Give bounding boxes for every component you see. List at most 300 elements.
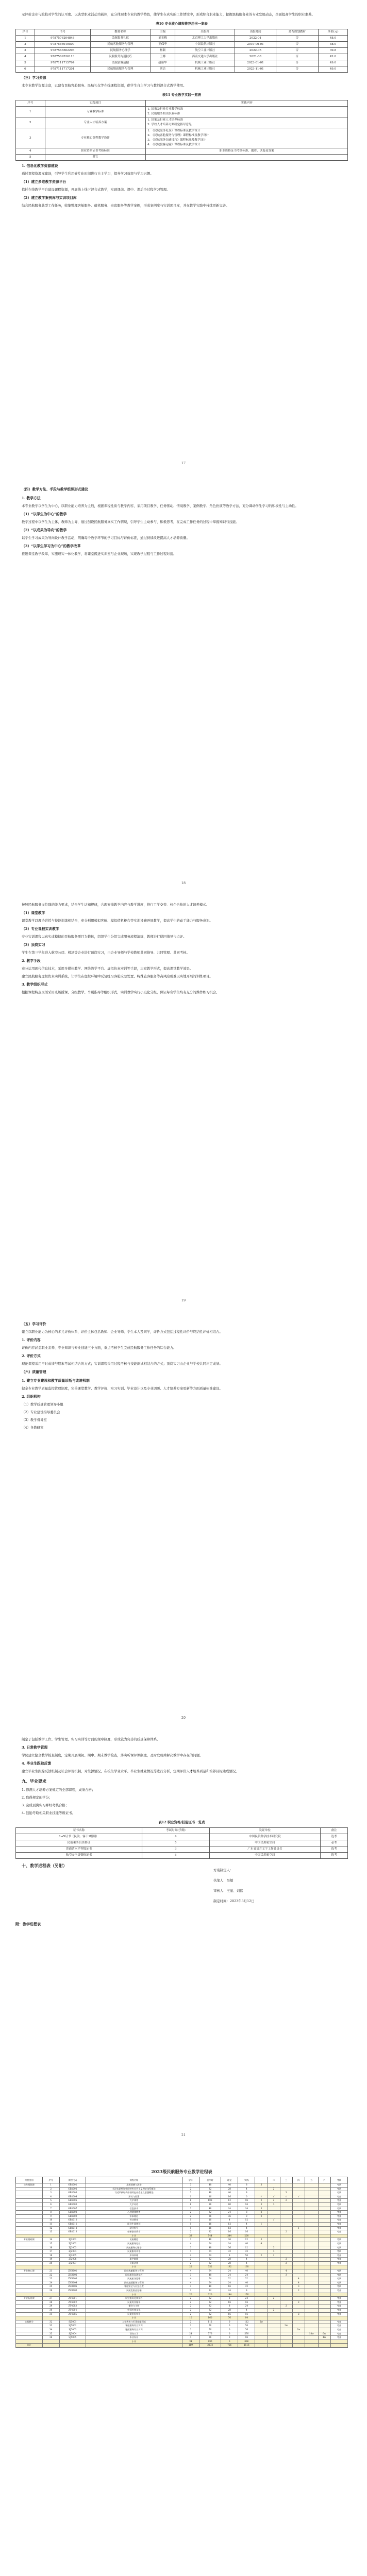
- table-cell: 16: [221, 2312, 238, 2316]
- table-cell: 352: [199, 2265, 221, 2269]
- table-cell: 0: [221, 2332, 238, 2336]
- table-cell: 2019-06-01: [235, 42, 276, 48]
- table-cell: [330, 2340, 347, 2344]
- table-cell: 公共基础课: [16, 2183, 43, 2188]
- table-cell: SJ5005: [59, 2336, 86, 2340]
- table-cell: ZH3004: [59, 2281, 86, 2285]
- sub-heading: 4. 毕业生跟踪反馈: [22, 1761, 52, 1766]
- table-cell: [280, 2183, 292, 2188]
- sub-heading: （1）“以学生为中心”的教学: [22, 512, 67, 516]
- table-cell: 15: [42, 2242, 59, 2246]
- table-cell: 58.0: [318, 42, 347, 48]
- table-cell: 军事理论: [86, 2214, 182, 2218]
- table-cell: 56: [238, 2328, 255, 2332]
- table-cell: [318, 2218, 330, 2223]
- table-cell: [255, 2187, 268, 2191]
- table-cell: 64: [199, 2250, 221, 2254]
- table-cell: 64: [199, 2253, 221, 2258]
- table-cell: 2023-01-01: [235, 60, 276, 66]
- signature-block: [213, 1865, 255, 1906]
- table-cell: 32: [199, 2261, 221, 2265]
- plan-title: 2023级民航服务专业教学进程表: [151, 2169, 212, 2174]
- table-cell: 8: [42, 2211, 59, 2215]
- table-cell: [330, 2316, 347, 2320]
- table-cell: 48: [199, 2285, 221, 2289]
- table-cell: [318, 2238, 330, 2242]
- paragraph: 根据课程特点灵活采用班级授课、分组教学、个别指导等组织形式，实训教学实行小班化分组，保证每名学生均有充分的操作练习机会。: [22, 990, 220, 994]
- table-row: [16, 2328, 348, 2332]
- table-cell: 19: [42, 2258, 59, 2262]
- table-cell: [16, 2253, 43, 2258]
- cert-table-caption: 表12 职业资格/技能证书一览表: [158, 1820, 205, 1824]
- table-cell: ZT4004: [59, 2309, 86, 2313]
- table-cell: 6: [42, 2202, 59, 2207]
- table-cell: GB1005: [59, 2199, 86, 2203]
- table-cell: 2: [280, 2304, 292, 2309]
- table-cell: [305, 2222, 318, 2226]
- table-cell: 10: [182, 2316, 199, 2320]
- table-cell: [292, 2253, 305, 2258]
- table-cell: 32: [221, 2277, 238, 2281]
- table-cell: [318, 2265, 330, 2269]
- table-cell: [305, 2195, 318, 2199]
- table-cell: 专业基础课: [16, 2238, 43, 2242]
- table-cell: 3: [42, 2191, 59, 2195]
- table-cell: 中国民航出版社: [175, 42, 235, 48]
- table-cell: [255, 2285, 268, 2289]
- table-cell: [268, 2238, 280, 2242]
- table-cell: ZH3002: [59, 2273, 86, 2277]
- table-cell: 26: [42, 2289, 59, 2293]
- table-header-cell: 发证单位: [209, 1828, 320, 1834]
- table-cell: 18w: [305, 2332, 318, 2336]
- table-cell: [280, 2265, 292, 2269]
- table-row: [16, 2324, 348, 2328]
- table-cell: [305, 2218, 318, 2223]
- table-cell: 56: [238, 2324, 255, 2328]
- table-cell: 考查: [330, 2222, 347, 2226]
- table-cell: 4: [238, 2187, 255, 2191]
- page-number: 21: [181, 2133, 186, 2137]
- table-cell: 5: [142, 1840, 210, 1846]
- table-cell: 192: [221, 2265, 238, 2269]
- table-cell: [305, 2253, 318, 2258]
- table-cell: 2: [255, 2199, 268, 2203]
- table-cell: [268, 2207, 280, 2211]
- table-cell: [280, 2309, 292, 2313]
- table-cell: 32: [199, 2297, 221, 2301]
- table-cell: 32: [238, 2250, 255, 2254]
- table-cell: [16, 2261, 43, 2265]
- table-cell: [268, 2234, 280, 2238]
- table-cell: ZH3006: [59, 2289, 86, 2293]
- table-header-cell: 证书名称: [16, 1828, 142, 1834]
- table-cell: 39.8: [318, 48, 347, 54]
- table-cell: [318, 2312, 330, 2316]
- table-cell: [16, 2222, 43, 2226]
- table-row: [16, 2183, 348, 2188]
- table-cell: 32: [238, 2285, 255, 2289]
- table-cell: 12: [221, 2226, 238, 2230]
- table-cell: 考查: [330, 2226, 347, 2230]
- table-cell: 2: [255, 2211, 268, 2215]
- table-cell: 16: [221, 2285, 238, 2289]
- table-cell: 2: [182, 2258, 199, 2262]
- table-cell: [280, 2281, 292, 2285]
- table-cell: 40: [238, 2269, 255, 2274]
- table-cell: 20: [42, 2261, 59, 2265]
- table-cell: 刘洁: [150, 66, 175, 73]
- table-row: [16, 2277, 348, 2281]
- table-row: [16, 1853, 348, 1859]
- section-heading: 2. 教学手段: [22, 959, 41, 963]
- table-row: [16, 2246, 348, 2250]
- table-cell: [255, 2246, 268, 2250]
- table-cell: ZT4003: [59, 2304, 86, 2309]
- table-cell: 48.0: [318, 36, 347, 42]
- table-cell: [292, 2202, 305, 2207]
- table-cell: 2: [255, 2253, 268, 2258]
- table-cell: [305, 2258, 318, 2262]
- table-cell: [305, 2320, 318, 2324]
- table-cell: [318, 2304, 330, 2309]
- table-cell: [292, 2218, 305, 2223]
- table-cell: [255, 2344, 268, 2348]
- table-cell: [268, 2304, 280, 2309]
- table-cell: [59, 2234, 86, 2238]
- table-cell: [318, 2281, 330, 2285]
- table-cell: [268, 2191, 280, 2195]
- table-cell: [280, 2214, 292, 2218]
- cert-table: [15, 1827, 348, 1859]
- table-cell: [16, 2332, 43, 2336]
- table-row: [16, 2336, 348, 2340]
- table-cell: 考查: [330, 2332, 347, 2336]
- paragraph: 制定了包括教学工作、学生管理、实习实训等方面的规章制度，形成较为完善的质量保障体系。: [22, 1737, 160, 1741]
- table-cell: 24: [238, 2273, 255, 2277]
- table-cell: [16, 2202, 43, 2207]
- table-cell: 9787576204848: [35, 36, 90, 42]
- table-cell: 1: [16, 107, 45, 117]
- table-cell: 2: [182, 2300, 199, 2304]
- table-cell: [280, 2328, 292, 2332]
- table-cell: [280, 2250, 292, 2254]
- table-cell: 896: [238, 2340, 255, 2344]
- table-cell: ZT4001: [59, 2297, 86, 2301]
- table-cell: [16, 2191, 43, 2195]
- table-cell: [16, 2312, 43, 2316]
- table-cell: 2: [268, 2199, 280, 2203]
- table-cell: 12: [221, 2199, 238, 2203]
- table-cell: 2022-05: [235, 48, 276, 54]
- table-cell: 2w: [255, 2320, 268, 2324]
- table-cell: 12: [238, 2246, 255, 2250]
- table-header-cell: 课程类别: [16, 2177, 43, 2183]
- table-cell: 3: [142, 1846, 210, 1853]
- table-cell: 客舱安全与应急处置: [86, 2285, 182, 2289]
- table-cell: [268, 2281, 280, 2285]
- table-cell: [255, 2324, 268, 2328]
- table-cell: 4: [182, 2242, 199, 2246]
- table-row: [16, 2309, 348, 2313]
- table-cell: [305, 2340, 318, 2344]
- table-cell: 就业指导: [86, 2226, 182, 2230]
- table-cell: [318, 2309, 330, 2313]
- paragraph: 建立毕业生跟踪反馈机制及社会评价机制，对生源情况、在校生学业水平、毕业生就业情况等进行分析，定期评价人才培养质量和培养目标达成情况。: [22, 1769, 239, 1773]
- table-cell: 36: [221, 2214, 238, 2218]
- table-cell: [255, 2336, 268, 2340]
- textbook-table-caption: 表10 专业核心课程推荐用书一览表: [156, 22, 208, 26]
- table-cell: 64: [199, 2242, 221, 2246]
- table-cell: 5: [16, 155, 45, 161]
- table-cell: [255, 2293, 268, 2297]
- table-cell: 2: [255, 2214, 268, 2218]
- sub-heading: 1. 评价内容: [22, 1338, 41, 1342]
- table-row: [16, 2250, 348, 2254]
- table-cell: 756: [221, 2344, 238, 2348]
- table-cell: 小计: [86, 2293, 182, 2297]
- table-cell: 考查: [330, 2218, 347, 2223]
- table-cell: 0: [221, 2336, 238, 2340]
- table-cell: 76: [221, 2316, 238, 2320]
- table-cell: 576: [199, 2332, 221, 2336]
- table-cell: [305, 2297, 318, 2301]
- table-cell: [16, 2218, 43, 2223]
- table-cell: 24: [221, 2281, 238, 2285]
- page-number: 17: [181, 461, 186, 465]
- table-cell: 考试: [330, 2285, 347, 2289]
- table-cell: [268, 2269, 280, 2274]
- table-cell: 民航服务英语: [86, 2250, 182, 2254]
- table-cell: 24: [42, 2281, 59, 2285]
- table-cell: 8: [221, 2297, 238, 2301]
- table-cell: [255, 2281, 268, 2285]
- table-cell: [280, 2293, 292, 2297]
- table-cell: [318, 2285, 330, 2289]
- table-cell: 5: [142, 1853, 210, 1859]
- section-heading: （五）学习评价: [22, 1322, 46, 1326]
- table-cell: 16: [221, 2300, 238, 2304]
- table-cell: [292, 2336, 305, 2340]
- table-cell: 机械工业出版社: [175, 66, 235, 73]
- table-cell: 4: [182, 2269, 199, 2274]
- table-cell: [280, 2289, 292, 2293]
- table-cell: 2: [182, 2230, 199, 2234]
- table-cell: 合计: [16, 2344, 43, 2348]
- table-cell: [255, 2258, 268, 2262]
- table-cell: [318, 2214, 330, 2218]
- table-cell: 民航概论: [86, 2238, 182, 2242]
- table-cell: [42, 2293, 59, 2297]
- table-cell: 3: [182, 2273, 199, 2277]
- table-cell: 客舱服务综合实训: [86, 2324, 182, 2328]
- table-cell: 2: [182, 2312, 199, 2316]
- paragraph: 以学生学习成果为导向设计教学活动，明确每个教学环节的学习目标与评价标准，通过持续改进提高人才培养质量。: [22, 536, 190, 540]
- table-cell: [255, 2309, 268, 2313]
- table-cell: [318, 2258, 330, 2262]
- table-cell: [268, 2289, 280, 2293]
- table-cell: ZH3005: [59, 2285, 86, 2289]
- signature-line: 执笔人：吴敏: [213, 1878, 233, 1883]
- table-cell: 10: [42, 2218, 59, 2223]
- table-cell: [292, 2242, 305, 2246]
- table-cell: 28: [221, 2261, 238, 2265]
- attachment-heading: 附：教学进程表: [15, 1922, 41, 1926]
- signature-line: 审核人：王丽、刘伟: [213, 1889, 243, 1893]
- page-number: 18: [181, 881, 186, 885]
- table-cell: SJ5003: [59, 2328, 86, 2332]
- table-cell: [318, 2344, 330, 2348]
- table-cell: 40: [238, 2281, 255, 2285]
- table-cell: [292, 2199, 305, 2203]
- table-cell: [318, 2340, 330, 2344]
- table-cell: [255, 2304, 268, 2309]
- table-cell: [305, 2336, 318, 2340]
- table-cell: 16: [221, 2230, 238, 2234]
- table-cell: GB1013: [59, 2230, 86, 2234]
- table-cell: [16, 2309, 43, 2313]
- table-cell: 职业生涯规划: [86, 2222, 182, 2226]
- table-row: [16, 2202, 348, 2207]
- table-cell: 112: [238, 2320, 255, 2324]
- table-cell: 1: [182, 2226, 199, 2230]
- table-cell: 40: [221, 2191, 238, 2195]
- table-cell: 中国民用航空局: [209, 1840, 320, 1846]
- table-cell: [280, 2246, 292, 2250]
- table-cell: [16, 2250, 43, 2254]
- table-cell: 2: [280, 2230, 292, 2234]
- table-row: [16, 54, 348, 60]
- table-cell: [16, 2304, 43, 2309]
- table-cell: [305, 2312, 318, 2316]
- list-item: 1. 修满人才培养方案规定的全部课程，成绩合格；: [22, 1788, 95, 1792]
- table-cell: 48: [199, 2183, 221, 2188]
- table-cell: 24: [221, 2242, 238, 2246]
- table-cell: 考查: [330, 2258, 347, 2262]
- table-cell: [292, 2297, 305, 2301]
- table-row: [16, 2320, 348, 2324]
- table-cell: [305, 2285, 318, 2289]
- table-cell: [280, 2222, 292, 2226]
- table-cell: [292, 2269, 305, 2274]
- table-cell: 6: [182, 2202, 199, 2207]
- table-cell: [16, 2293, 43, 2297]
- table-cell: [255, 2328, 268, 2332]
- table-cell: 48: [199, 2191, 221, 2195]
- table-cell: 28: [221, 2258, 238, 2262]
- table-row: [16, 2199, 348, 2203]
- table-cell: [255, 2269, 268, 2274]
- table-cell: 22: [182, 2265, 199, 2269]
- paragraph: 学院建立健全教学检查制度，定期开展期初、期中、期末教学检查，落实听课评课制度，及时发现并解决教学中存在的问题。: [22, 1753, 203, 1757]
- table-cell: 17: [42, 2250, 59, 2254]
- table-cell: 考试: [330, 2207, 347, 2211]
- table-cell: [280, 2340, 292, 2344]
- table-cell: 航空安全员资格证书: [16, 1853, 142, 1859]
- table-cell: 56: [199, 2328, 221, 2332]
- table-cell: 职业资格证书考核标准、题库、试卷及答案: [146, 148, 348, 155]
- table-cell: 4: [238, 2258, 255, 2262]
- paragraph: 评价内容涵盖职业素养、专业知识与专业技能三个方面，重点考核学生完成民航服务工作任务的综合能力。: [22, 1346, 177, 1350]
- table-cell: 中国民航科学技术研究院: [209, 1834, 320, 1840]
- table-cell: 4: [238, 2222, 255, 2226]
- list-item: （2）专业建设指导委员会: [22, 1410, 60, 1414]
- table-header-cell: 课程代码: [59, 2177, 86, 2183]
- table-row: [16, 2226, 348, 2230]
- table-cell: 创新创业教育: [86, 2230, 182, 2234]
- table-header-cell: 六: [318, 2177, 330, 2183]
- table-cell: 36: [42, 2336, 59, 2340]
- table-cell: 考查: [330, 2214, 347, 2218]
- table-cell: 广东省语言文字工作委员会: [209, 1846, 320, 1853]
- table-cell: [280, 2285, 292, 2289]
- table-cell: 2: [268, 2187, 280, 2191]
- table-cell: 民航安检实务: [86, 2312, 182, 2316]
- table-cell: 考查: [330, 2199, 347, 2203]
- table-cell: 32: [199, 2187, 221, 2191]
- table-cell: [318, 2277, 330, 2281]
- table-cell: 24: [221, 2207, 238, 2211]
- table-row: [16, 2222, 348, 2226]
- table-header-cell: 实践内容: [146, 100, 348, 107]
- table-cell: 考试: [330, 2187, 347, 2191]
- table-cell: 96: [238, 2336, 255, 2340]
- table-cell: 选考: [321, 1853, 348, 1859]
- table-cell: 民航服务心理学: [86, 2246, 182, 2250]
- table-cell: [318, 2242, 330, 2246]
- method-paragraph-2: 结合民航服务典型工作任务，收集整理客舱服务、值机服务、贵宾服务等教学案例，形成案例库与实训项目库，并在教学实践中持续更新完善。: [22, 204, 229, 208]
- table-cell: [268, 2226, 280, 2230]
- table-cell: [255, 2191, 268, 2195]
- table-header-cell: 单价(元): [318, 29, 347, 36]
- table-cell: 13: [42, 2230, 59, 2234]
- table-cell: 考查: [330, 2195, 347, 2199]
- table-cell: 9787569526113: [35, 54, 90, 60]
- table-row: [16, 2293, 348, 2297]
- table-cell: 考查: [330, 2211, 347, 2215]
- table-cell: [292, 2191, 305, 2195]
- table-cell: 0: [221, 2324, 238, 2328]
- table-cell: [318, 2187, 330, 2191]
- resource-paragraph: 本专业教学资源丰富，已建有民航客舱服务、民航礼仪等在线课程资源，供学生自主学习与教师混合式教学使用。: [22, 83, 187, 88]
- table-cell: [318, 2300, 330, 2304]
- table-cell: 大学英语: [86, 2202, 182, 2207]
- table-cell: [16, 2300, 43, 2304]
- table-cell: [318, 2183, 330, 2188]
- table-row: [16, 2289, 348, 2293]
- table-cell: 3: [16, 48, 35, 54]
- table-cell: 32: [199, 2309, 221, 2313]
- method-paragraph: 依托在线教学平台建设课程资源，开展线上线下混合式教学，实现课前、课中、课后全过程学习管理。: [22, 188, 170, 192]
- table-cell: 地面服务综合实训: [86, 2328, 182, 2332]
- table-cell: [305, 2242, 318, 2246]
- table-cell: 思想道德与法治: [86, 2183, 182, 2188]
- table-cell: [305, 2230, 318, 2234]
- table-cell: [255, 2316, 268, 2320]
- table-cell: [318, 2316, 330, 2320]
- table-cell: 入学教育与军事技能训练: [86, 2320, 182, 2324]
- table-cell: 112: [199, 2320, 221, 2324]
- table-cell: 49.0: [318, 66, 347, 73]
- table-cell: 176: [238, 2293, 255, 2297]
- table-cell: [268, 2265, 280, 2269]
- teach-mode-paragraph: 通过课程资源库建设，引导学生利用碎片化时间进行自主学习，提升学习效率与学习兴趣。: [22, 172, 154, 176]
- table-cell: 24: [221, 2211, 238, 2215]
- table-cell: 12: [238, 2218, 255, 2223]
- table-cell: 544: [199, 2234, 221, 2238]
- table-row: [16, 2316, 348, 2320]
- table-cell: 考查: [330, 2230, 347, 2234]
